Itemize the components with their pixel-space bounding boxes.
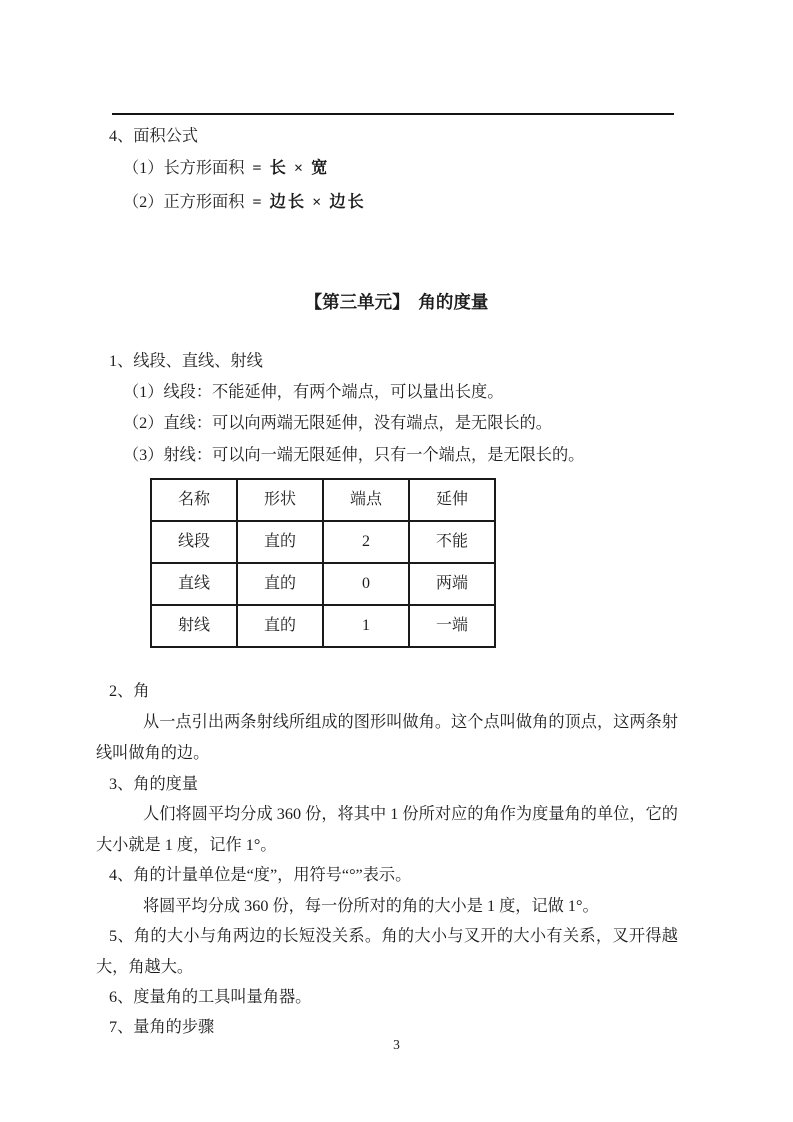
table-cell: 线段 [151, 521, 237, 563]
table-row-segment [151, 521, 495, 563]
section-divider-line [112, 113, 674, 115]
unit-3-header: 【第三单元】 角的度量 [304, 292, 489, 312]
topic-lines-title: 1、线段、直线、射线 [109, 352, 263, 370]
table-header-name: 名称 [151, 479, 237, 521]
table-cell: 直的 [237, 521, 323, 563]
topic-steps-text: 7、量角的步骤 [109, 1018, 215, 1036]
topic-protractor-text: 6、度量角的工具叫量角器。 [109, 988, 312, 1006]
table-cell: 射线 [151, 605, 237, 647]
table-cell: 直线 [151, 563, 237, 605]
formula-rectangle-label: （1）长方形面积 [123, 159, 245, 177]
topic-angle-unit-body: 将圆平均分成 360 份，每一份所对的角的大小是 1 度，记做 1°。 [143, 897, 599, 915]
table-cell: 一端 [409, 605, 495, 647]
topic-angle-measure-title: 3、角的度量 [109, 775, 199, 793]
table-cell: 不能 [409, 521, 495, 563]
table-row-ray [151, 605, 495, 647]
page-number: 3 [393, 1037, 400, 1052]
topic-angle-unit-title: 4、角的计量单位是“度”，用符号“°”表示。 [109, 866, 412, 884]
table-header-shape: 形状 [237, 479, 323, 521]
table-header-endpoints: 端点 [323, 479, 409, 521]
table-header-row [151, 479, 495, 521]
table-row-line [151, 563, 495, 605]
topic-lines-item-segment: （1）线段：不能延伸，有两个端点，可以量出长度。 [123, 383, 504, 401]
topic-angle-title: 2、角 [109, 682, 150, 700]
topic-angle-body: 从一点引出两条射线所组成的图形叫做角。这个点叫做角的顶点，这两条射线叫做角的边。 [96, 713, 678, 762]
table-cell: 两端 [409, 563, 495, 605]
area-formula-section-title: 4、面积公式 [109, 127, 199, 145]
topic-angle-measure-body: 人们将圆平均分成 360 份，将其中 1 份所对应的角作为度量角的单位，它的大小就是 1 度，记作 1°。 [96, 805, 678, 854]
formula-square-equation: = 边长 × 边长 [252, 193, 366, 211]
topic-lines-item-ray: （3）射线：可以向一端无限延伸，只有一个端点，是无限长的。 [123, 446, 585, 464]
table-cell: 2 [323, 521, 409, 563]
formula-square-line [96, 187, 705, 218]
formula-rectangle-line [96, 153, 705, 184]
table-header-extension: 延伸 [409, 479, 495, 521]
topic-angle-size-text: 5、角的大小与角两边的长短没关系。角的大小与叉开的大小有关系，叉开得越大，角越大。 [96, 927, 678, 976]
formula-rectangle-equation: = 长 × 宽 [252, 159, 330, 177]
table-cell: 直的 [237, 563, 323, 605]
table-cell: 1 [323, 605, 409, 647]
table-cell: 直的 [237, 605, 323, 647]
topic-lines-item-line: （2）直线：可以向两端无限延伸，没有端点，是无限长的。 [123, 414, 552, 432]
table-cell: 0 [323, 563, 409, 605]
formula-square-label: （2）正方形面积 [123, 193, 245, 211]
line-types-table [150, 478, 496, 648]
